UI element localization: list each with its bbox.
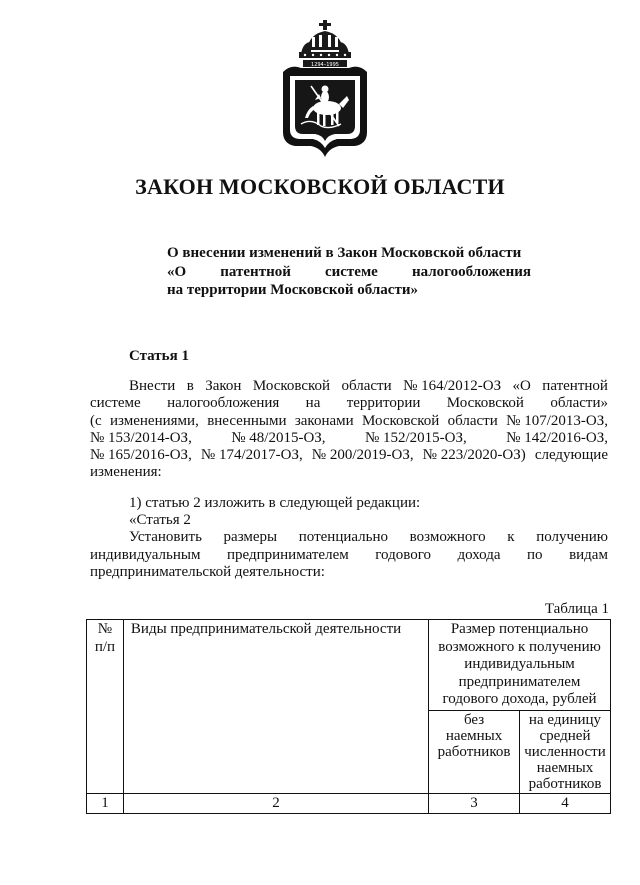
word: потенциально bbox=[298, 529, 389, 546]
subject-line-1: О внесении изменений в Закон Московской области bbox=[167, 245, 522, 261]
intro-line-2 bbox=[90, 395, 608, 412]
law-number: № 152/2015-ОЗ, bbox=[364, 429, 467, 446]
law-subject bbox=[167, 244, 531, 300]
word: видам bbox=[569, 546, 608, 563]
establish-line-3: предпринимательской деятельности: bbox=[90, 563, 325, 580]
subject-line-3: на территории Московской области» bbox=[167, 282, 418, 298]
subject-word: патентной bbox=[220, 263, 291, 280]
word: дохода bbox=[457, 546, 501, 563]
law-number: № 153/2014-ОЗ, bbox=[90, 429, 192, 446]
word: индивидуальным bbox=[90, 546, 201, 563]
emblem-motto: 1294–1995 bbox=[311, 62, 339, 68]
coat-of-arms-icon bbox=[281, 20, 369, 157]
law-title: ЗАКОН МОСКОВСКОЙ ОБЛАСТИ bbox=[135, 174, 505, 199]
establish-line-2 bbox=[90, 547, 608, 564]
word: законами bbox=[294, 412, 354, 429]
quoted-article-heading: «Статья 2 bbox=[129, 512, 191, 529]
word: области bbox=[341, 378, 392, 394]
article-heading: Статья 1 bbox=[129, 348, 189, 364]
word: Московской bbox=[446, 395, 524, 412]
law-number: № 200/2019-ОЗ, bbox=[311, 447, 414, 464]
word: области» bbox=[550, 395, 608, 412]
word: получению bbox=[536, 529, 608, 546]
word: Московской bbox=[362, 412, 440, 429]
law-number: № 174/2017-ОЗ, bbox=[200, 447, 303, 464]
subject-word: системе bbox=[324, 263, 378, 280]
header-income-amount: Размер потенциально возможного к получению индивидуальным предпринимателем годового дохода, рублей bbox=[429, 620, 611, 711]
intro-line-5 bbox=[90, 447, 608, 464]
word: (с bbox=[90, 412, 102, 429]
word: патентной bbox=[542, 378, 608, 394]
word: по bbox=[527, 546, 543, 563]
table-caption: Таблица 1 bbox=[544, 601, 609, 617]
table-row bbox=[87, 793, 611, 814]
column-number-cell: 4 bbox=[520, 793, 611, 814]
word: на bbox=[305, 395, 321, 412]
intro-line-6: изменения: bbox=[90, 464, 162, 481]
law-number: № 48/2015-ОЗ, bbox=[231, 429, 326, 446]
column-number-cell: 2 bbox=[123, 793, 428, 814]
word: «О bbox=[512, 378, 531, 394]
income-table bbox=[86, 619, 611, 814]
word: Закон bbox=[205, 378, 242, 394]
header-per-employee: на единицу средней численности наемных работников bbox=[520, 710, 611, 793]
word: к bbox=[507, 529, 515, 546]
word: предпринимателем bbox=[226, 546, 349, 563]
law-number: № 223/2020-ОЗ) bbox=[422, 447, 526, 464]
word: налогообложения bbox=[167, 395, 280, 412]
word: Московской bbox=[252, 378, 331, 394]
word: возможного bbox=[409, 529, 486, 546]
subject-word: «О bbox=[167, 263, 187, 280]
word: внесенными bbox=[207, 412, 287, 429]
law-number: № 164/2012-ОЗ bbox=[403, 378, 502, 394]
word: Внести bbox=[129, 378, 176, 394]
word: территории bbox=[346, 395, 421, 412]
word: системе bbox=[90, 395, 141, 412]
intro-line-3 bbox=[90, 413, 608, 430]
header-activity-types: Виды предпринимательской деятельности bbox=[123, 620, 428, 794]
word: в bbox=[186, 378, 194, 394]
word: размеры bbox=[223, 529, 278, 546]
law-number: № 165/2016-ОЗ, bbox=[90, 447, 192, 464]
header-number: № п/п bbox=[87, 620, 124, 794]
header-without-employees: без наемных работников bbox=[429, 710, 520, 793]
word: годового bbox=[375, 546, 431, 563]
intro-line-4 bbox=[90, 430, 608, 447]
item-1: 1) статью 2 изложить в следующей редакции: bbox=[129, 494, 421, 511]
intro-line-1 bbox=[90, 378, 608, 395]
word: изменениями, bbox=[110, 412, 199, 429]
subject-word: налогообложения bbox=[411, 263, 531, 280]
establish-line-1 bbox=[90, 529, 608, 546]
table-header-row bbox=[87, 620, 611, 711]
word: следующие bbox=[534, 447, 608, 464]
subject-line-2 bbox=[167, 263, 531, 282]
word: области bbox=[447, 412, 498, 429]
article-body bbox=[90, 378, 608, 581]
word: Установить bbox=[129, 529, 202, 546]
column-number-cell: 3 bbox=[429, 793, 520, 814]
law-number: № 107/2013-ОЗ, bbox=[506, 412, 608, 429]
law-number: № 142/2016-ОЗ, bbox=[506, 429, 608, 446]
column-number-cell: 1 bbox=[87, 793, 124, 814]
